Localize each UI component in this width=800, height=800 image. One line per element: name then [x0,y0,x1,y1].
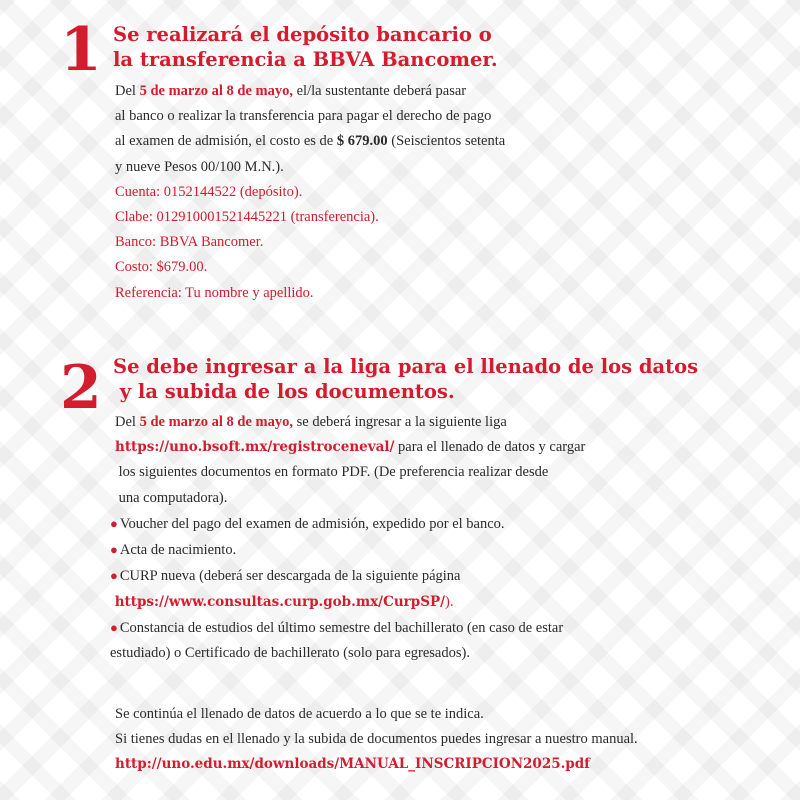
text: Acta de nacimiento. [119,542,237,559]
step-1-line-2: al banco o realizar la transferencia para pagar el derecho de pago [115,108,492,125]
step-2-title [113,354,698,404]
list-item [110,511,563,537]
footer-link-line [115,752,638,777]
text: el/la sustentante deberá pasar [293,83,467,99]
document-list [110,511,563,666]
bullet-icon: ● [110,568,118,584]
step-1-title-line-1: Se realizará el depósito bancario o [113,23,492,46]
text: Del [115,83,140,99]
bullet-icon: ● [110,542,118,558]
list-item [110,537,563,563]
step-2-line-4: una computadora). [115,489,228,506]
text: (Seiscientos setenta [387,133,506,150]
text: para el llenado de datos y cargar [394,439,586,456]
step-1-line-1 [115,79,505,104]
text: ). [445,593,454,610]
step-2-title-line-2: y la subida de los documentos. [113,380,455,403]
step-2-dates: 5 de marzo al 8 de mayo, [139,414,293,430]
footer-note [115,702,638,778]
step-2-body [115,410,585,511]
manual-link[interactable]: http://uno.edu.mx/downloads/MANUAL_INSCRIPCION2025.pdf [115,756,590,773]
reference-detail: Referencia: Tu nombre y apellido. [115,284,314,301]
step-1-line-3 [115,129,505,154]
footer-line-1: Se continúa el llenado de datos de acuerdo a lo que se te indica. [115,706,484,722]
curp-link[interactable]: https://www.consultas.curp.gob.mx/CurpSP/ [110,593,446,610]
text: CURP nueva (deberá ser descargada de la siguiente página [119,568,461,585]
bank-name: Banco: BBVA Bancomer. [115,234,264,251]
list-item [110,615,563,641]
step-1-title-line-2: la transferencia a BBVA Bancomer. [113,48,498,71]
text: Voucher del pago del examen de admisión, expedido por el banco. [119,516,505,532]
cost-detail: Costo: $679.00. [115,259,208,276]
step-1-line-4: y nueve Pesos 00/100 M.N.). [115,158,284,175]
clabe-number: Clabe: 012910001521445221 (transferencia). [115,209,379,226]
cost-amount: $ 679.00 [336,133,388,150]
list-item [110,563,563,589]
text: Constancia de estudios del último semestre del bachillerato (en caso de estar [119,619,564,636]
text: al examen de admisión, el costo es de [115,133,337,150]
text: se deberá ingresar a la siguiente liga [293,414,507,430]
text: Del [115,414,140,430]
step-2-line-2 [115,435,585,460]
registration-link[interactable]: https://uno.bsoft.mx/registroceneval/ [115,439,395,456]
footer-line-2: Si tienes dudas en el llenado y la subida de documentos puedes ingresar a nuestro manual. [115,731,638,748]
list-item-continuation [110,590,563,615]
step-2-number: 2 [60,353,102,423]
list-item-continuation: estudiado) o Certificado de bachillerato (solo para egresados). [110,645,470,662]
bullet-icon: ● [110,619,118,635]
step-1-dates: 5 de marzo al 8 de mayo, [139,83,293,99]
account-number: Cuenta: 0152144522 (depósito). [115,183,303,200]
step-1-title [113,22,498,72]
step-2-line-3: los siguientes documentos en formato PDF. (De preferencia realizar desde [115,464,549,481]
step-1-body [115,79,505,306]
step-2-line-1 [115,410,585,435]
bullet-icon: ● [110,516,118,531]
step-2-title-line-1: Se debe ingresar a la liga para el llenado de los datos [113,355,699,378]
step-1-number: 1 [60,15,102,85]
